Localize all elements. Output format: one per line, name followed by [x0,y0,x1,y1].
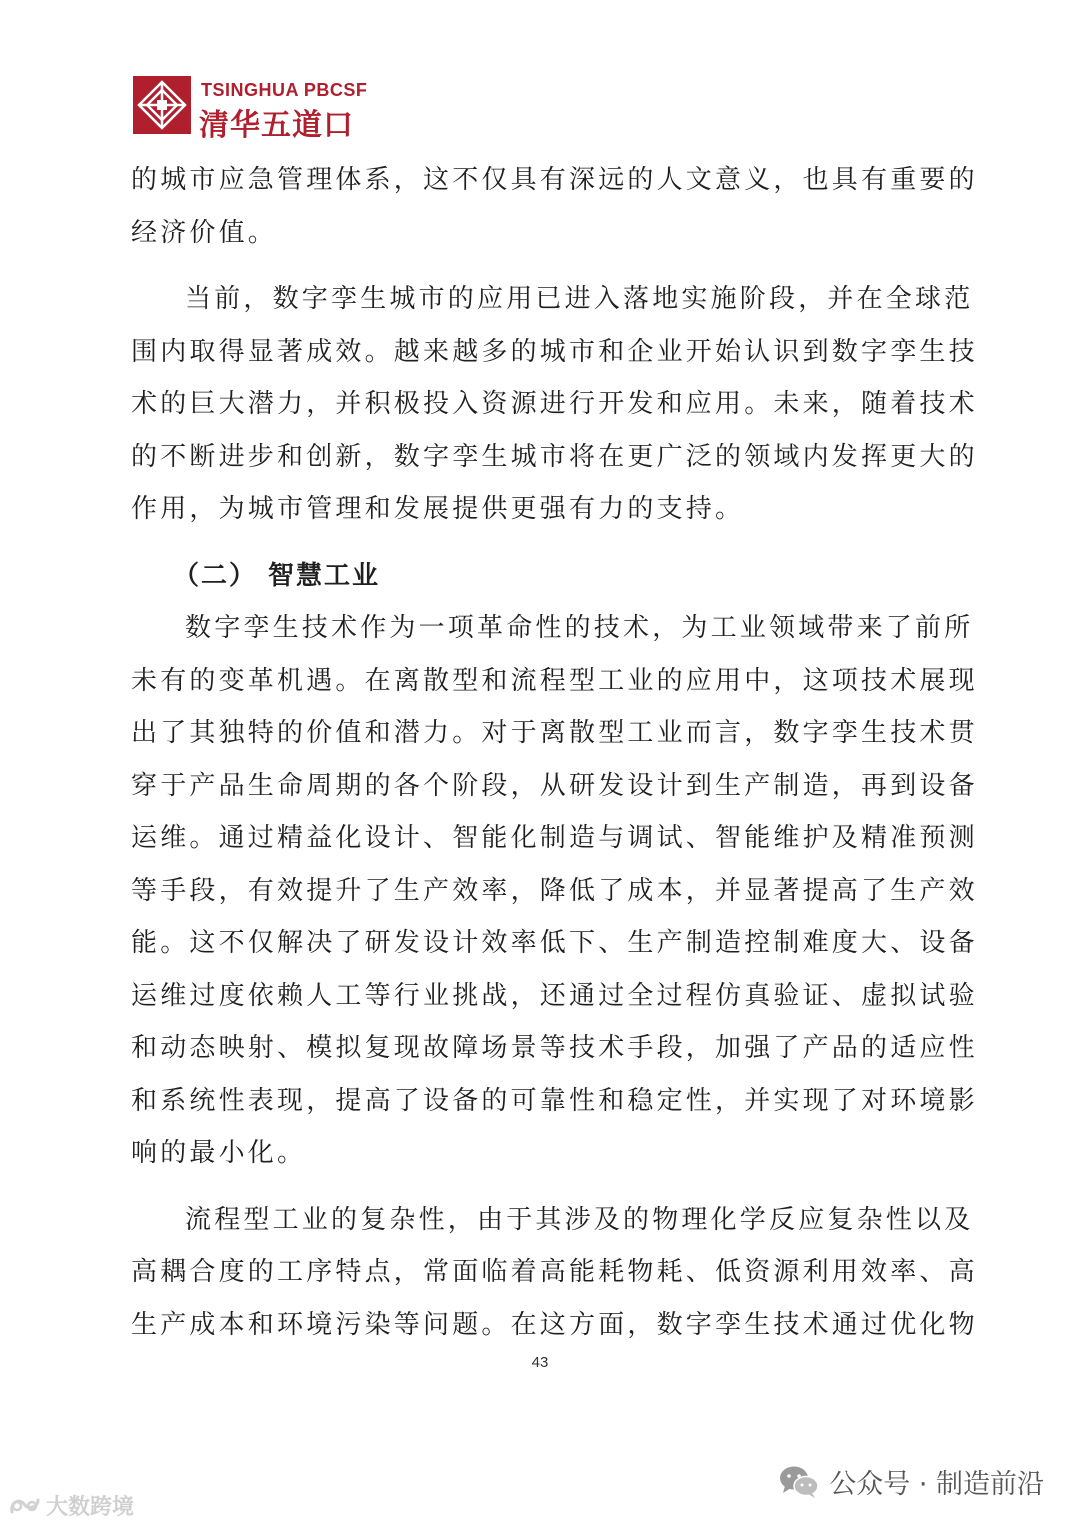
document-body [131,154,978,1351]
text-line: 和动态映射、模拟复现故障场景等技术手段，加强了产品的适应性 [131,1033,978,1063]
header-logo [133,76,393,143]
text-line: 和系统性表现，提高了设备的可靠性和稳定性，并实现了对环境影 [131,1085,978,1116]
text-line: 的不断进步和创新，数字孪生城市将在更广泛的领域内发挥更大的 [131,441,978,472]
text-line: 等手段，有效提升了生产效率，降低了成本，并显著提高了生产效 [131,875,978,906]
paragraph-1 [131,154,978,259]
paragraph-4 [131,1194,978,1352]
text-line: 运维过度依赖人工等行业挑战，还通过全过程仿真验证、虚拟试验 [131,980,978,1011]
dashuo-logo-icon [8,1494,42,1518]
logo-chinese-text: 清华五道口 [199,108,354,143]
text-line: 作用，为城市管理和发展提供更强有力的支持。 [131,494,745,524]
text-line: 的城市应急管理体系，这不仅具有深远的人文意义，也具有重要的 [131,165,978,195]
text-line: 围内取得显著成效。越来越多的城市和企业开始认识到数字孪生技 [131,336,978,367]
dashuo-watermark-text: 大数跨境 [46,1495,135,1520]
text-line: 当前，数字孪生城市的应用已进入落地实施阶段，并在全球范 [185,284,974,314]
text-line: 生产成本和环境污染等问题。在这方面，数字孪生技术通过优化物 [131,1309,978,1340]
wechat-watermark-text: 公众号 · 制造前沿 [829,1469,1044,1500]
text-line: 穿于产品生命周期的各个阶段，从研发设计到生产制造，再到设备 [131,770,978,801]
text-line: 能。这不仅解决了研发设计效率低下、生产制造控制难度大、设备 [131,928,978,958]
text-line: 数字孪生技术作为一项革命性的技术，为工业领域带来了前所 [185,613,974,643]
wechat-icon [779,1465,819,1499]
text-line: 出了其独特的价值和潜力。对于离散型工业而言，数字孪生技术贯 [131,718,978,748]
dashuo-watermark [8,1490,134,1521]
paragraph-2 [131,273,978,536]
paragraph-3 [131,602,978,1180]
text-line: 流程型工业的复杂性，由于其涉及的物理化学反应复杂性以及 [185,1204,974,1235]
text-line: 未有的变革机遇。在离散型和流程型工业的应用中，这项技术展现 [131,665,978,696]
text-line: 响的最小化。 [131,1138,307,1168]
text-line: 高耦合度的工序特点，常面临着高能耗物耗、低资源利用效率、高 [131,1257,978,1287]
text-line: 术的巨大潜力，并积极投入资源进行开发和应用。未来，随着技术 [131,389,978,419]
text-line: 经济价值。 [131,217,278,248]
text-line: 运维。通过精益化设计、智能化制造与调试、智能维护及精准预测 [131,823,978,853]
section-heading: （二） 智慧工业 [173,560,381,591]
pbcsf-seal-icon [133,76,191,134]
page-number: 43 [531,1354,549,1371]
wechat-watermark [779,1462,1044,1501]
logo-english-text: TSINGHUA PBCSF [201,80,368,100]
